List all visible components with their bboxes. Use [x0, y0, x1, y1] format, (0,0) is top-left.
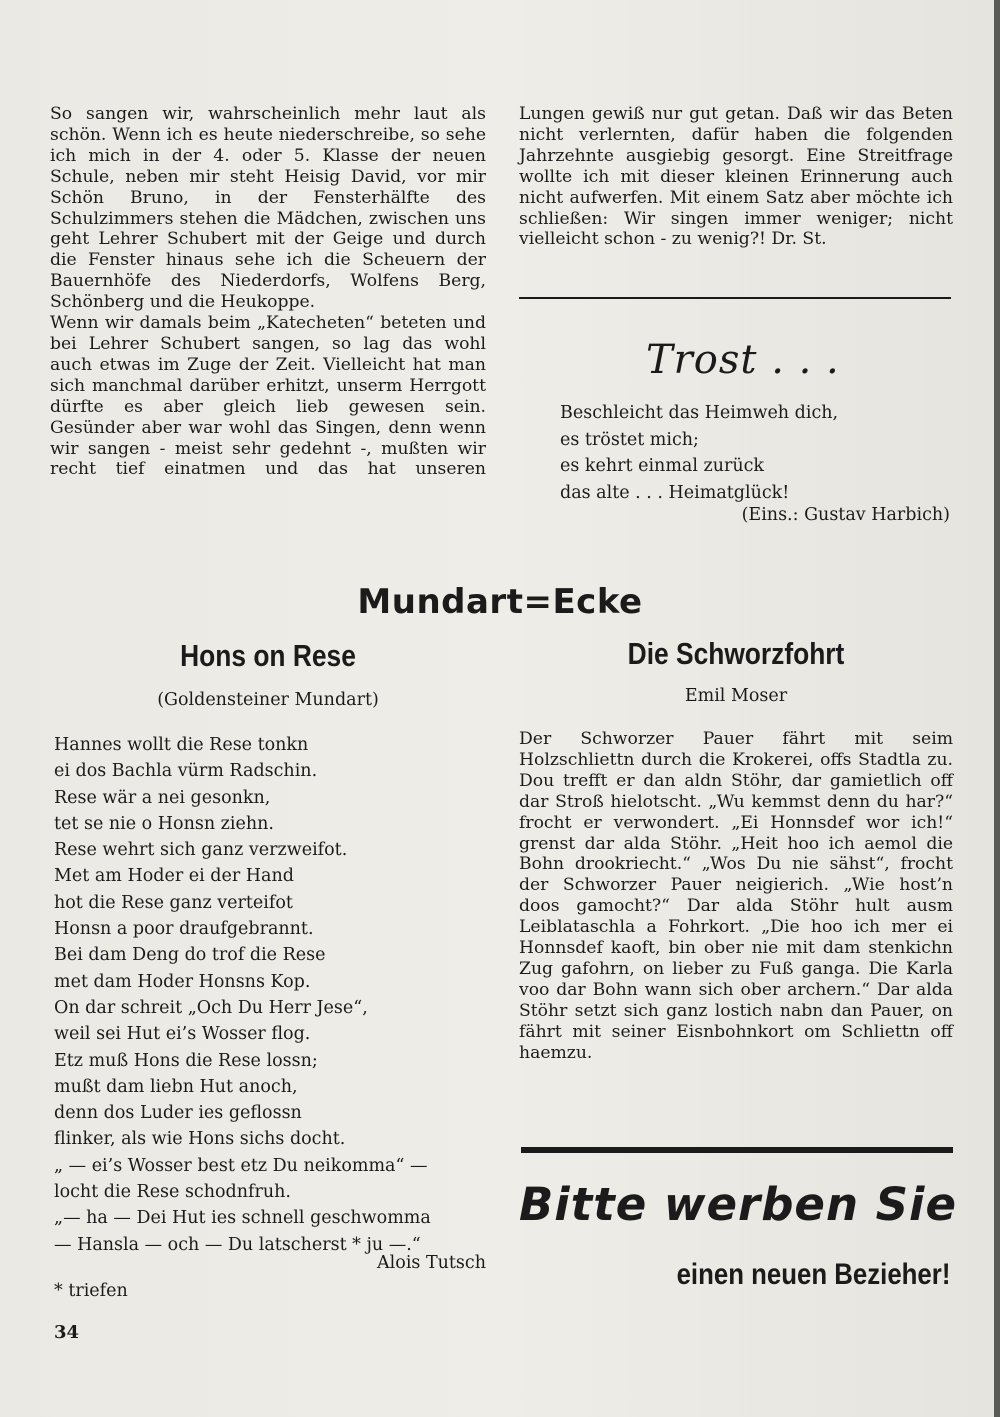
poem-line: weil sei Hut ei’s Wosser flog.: [54, 1024, 311, 1045]
poem-line: met dam Hoder Honsns Kop.: [54, 971, 311, 992]
separator-rule-top: [519, 297, 951, 299]
trost-credit: (Eins.: Gustav Harbich): [741, 505, 950, 525]
poem-line: — Hansla — och — Du latscherst * ju —.“: [54, 1234, 421, 1255]
poem-line: Honsn a poor draufgebrannt.: [54, 919, 314, 940]
poem-author: Alois Tutsch: [377, 1253, 486, 1273]
poem-line: Rese wehrt sich ganz verzweifot.: [54, 840, 348, 861]
advert-headline: Bitte werben Sie: [519, 1178, 958, 1231]
poem-line: hot die Rese ganz verteifot: [54, 892, 293, 913]
poem-line: Rese wär a nei gesonkn,: [54, 787, 271, 808]
dialect-story: [519, 729, 953, 1064]
page-number: 34: [54, 1322, 80, 1343]
poem-line: denn dos Luder ies geflossn: [54, 1103, 302, 1124]
left-paragraph-2: Wenn wir damals beim „Katecheten“ beteten und bei Lehrer Schubert sangen, so lag das wohl auch etwas im Zuge der Zeit. Vielleicht hat man sich manchmal darüber erhitzt, unserm Herrgott dürfte es aber gleich lieb gewesen sein. Gesünder aber war wohl das Singen, denn wenn wir sangen - meist sehr gedehnt -, mußten wir recht tief einatmen und das hat unseren: [50, 313, 486, 480]
poem-line: mußt dam liebn Hut anoch,: [54, 1076, 298, 1097]
trost-line: das alte . . . Heimatglück!: [560, 482, 790, 503]
poem-line: Hannes wollt die Rese tonkn: [54, 735, 309, 755]
poem-line: locht die Rese schodnfruh.: [54, 1182, 291, 1203]
story-title: Die Schworzfohrt: [627, 636, 845, 671]
trost-line: es tröstet mich;: [560, 429, 699, 450]
right-paragraph: Lungen gewiß nur gut getan. Daß wir das Beten nicht verlernten, dafür haben die folgenden Jahrzehnte ausgiebig gesorgt. Eine Streitfrage wollte ich mit dieser kleinen Erinnerung auch nicht aufwerfen. Mit einem Satz aber möchte ich schließen: Wir singen immer weniger; nicht vielleicht schon - zu wenig?! Dr. St.: [519, 104, 953, 250]
section-title: Mundart=Ecke: [357, 582, 643, 622]
left-column-text: [50, 104, 486, 480]
page-edge-shadow: [994, 0, 1000, 1417]
poem-line: tet se nie o Honsn ziehn.: [54, 813, 274, 834]
footnote: * triefen: [54, 1281, 128, 1301]
trost-line: es kehrt einmal zurück: [560, 456, 765, 476]
poem-line: „— ha — Dei Hut ies schnell geschwomma: [54, 1208, 431, 1229]
poem-subtitle: (Goldensteiner Mundart): [157, 690, 379, 710]
advert-subline: einen neuen Bezieher!: [676, 1258, 950, 1291]
story-author: Emil Moser: [684, 686, 788, 706]
trost-poem: [560, 400, 838, 506]
trost-title: Trost . . .: [646, 337, 840, 383]
separator-rule-bottom: [521, 1147, 953, 1153]
dialect-poem: [54, 732, 431, 1258]
poem-line: Etz muß Hons die Rese lossn;: [54, 1050, 318, 1071]
story-text: Der Schworzer Pauer fährt mit seim Holzschliettn durch die Krokerei, offs Stadtla zu. Dou trefft er dan aldn Stöhr, dar gamietlich off dar Stroß hielotscht. „Wu kemmst denn du har?“ frocht er verwondert. „Ei Honnsdef wor ich!“ grenst dar alda Stöhr. „Heit hoo ich aemol die Bohn drookriecht.“ „Wos Du nie sähst“, frocht der Schworzer Pauer neigierich. „Wie host’n doos gamocht?“ Dar alda Stöhr hult ausm Leiblataschla a Fohrkort. „Die hoo ich mer ei Honnsdef kaoft, bin ober nie mit dam stenkichn Zug gafohrn, on lieber zu Fuß ganga. Die Karla voo dar Bohn wann sich ober archern.“ Dar alda Stöhr setzt sich ganz lostich nabn dan Pauer, on fährt mit seiner Eisnbohnkort om Schliettn off haemzu.: [519, 729, 953, 1063]
poem-line: Met am Hoder ei der Hand: [54, 866, 294, 887]
right-column-text: [519, 104, 953, 250]
trost-line: Beschleicht das Heimweh dich,: [560, 403, 839, 423]
poem-line: On dar schreit „Och Du Herr Jese“,: [54, 997, 368, 1018]
poem-line: ei dos Bachla vürm Radschin.: [54, 761, 318, 782]
poem-title: Hons on Rese: [180, 638, 356, 673]
poem-line: flinker, als wie Hons sichs docht.: [54, 1129, 346, 1150]
poem-line: Bei dam Deng do trof die Rese: [54, 945, 326, 966]
poem-line: „ — ei’s Wosser best etz Du neikomma“ —: [54, 1155, 428, 1176]
left-paragraph-1: So sangen wir, wahrscheinlich mehr laut als schön. Wenn ich es heute niederschreibe, so sehe ich mich in der 4. oder 5. Klasse der neuen Schule, neben mir steht Heisig David, vor mir Schön Bruno, in der Fensterhälfte des Schulzimmers stehen die Mädchen, zwischen uns geht Lehrer Schubert mit der Geige und durch die Fenster hinaus sehe ich die Scheuern der Bauernhöfe des Niederdorfs, Wolfens Berg, Schönberg und die Heukoppe.: [50, 104, 486, 313]
